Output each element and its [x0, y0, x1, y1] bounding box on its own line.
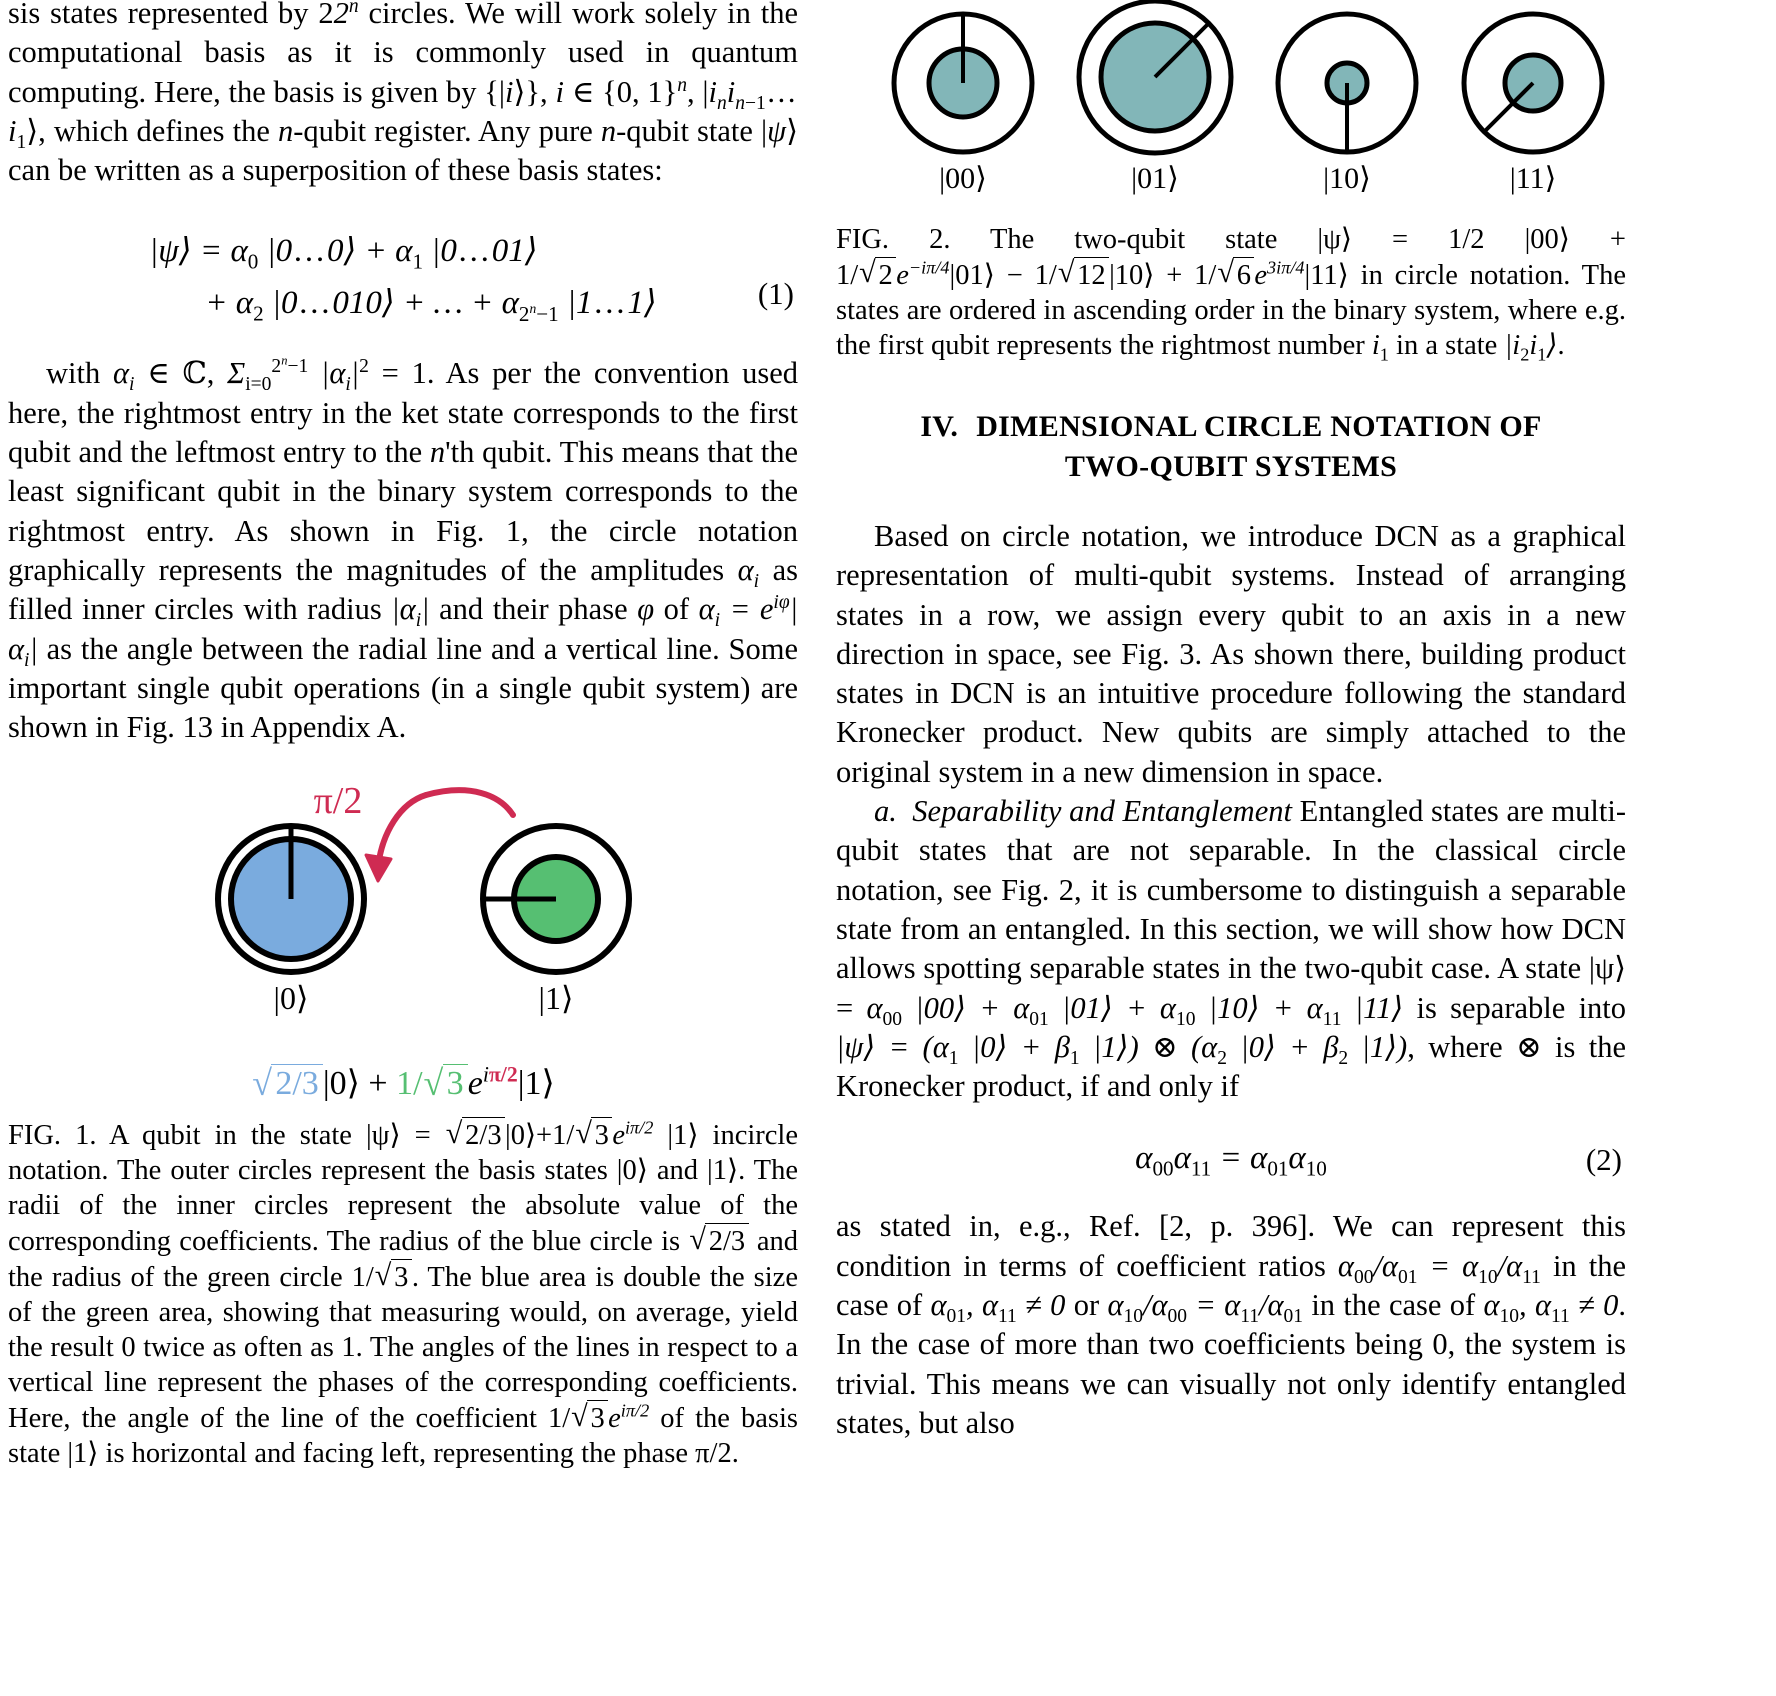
figure2-item-00: [888, 7, 1038, 196]
text-run: as filled inner circles with radius: [8, 552, 798, 627]
text-run: |0⟩+1/: [504, 1120, 575, 1152]
ket0-plus: |0⟩ +: [322, 1065, 397, 1103]
ratio-math-2: $\alpha_{10}/\alpha_{00} = \alpha_{11}/\alpha_{01}$: [1107, 1288, 1304, 1328]
equation-1-line-1: |ψ⟩ = $\alpha_0$ |0 … 0⟩ + $\alpha_1$ |0 … 01⟩: [149, 233, 538, 275]
text-run: sis states represented by 2: [8, 0, 334, 30]
figure2-item-10: [1272, 7, 1422, 196]
text-run: or: [1065, 1288, 1108, 1323]
text-run: and the radius of the green circle 1/: [8, 1226, 798, 1294]
circle-notation-ket1: [483, 826, 629, 972]
separable-form-math: |ψ⟩ = ($\alpha_1$ |0⟩ + $\beta_1$ |1⟩) ⊗ ($\alpha_2$ |0⟩ + $\beta_2$ |1⟩): [836, 1029, 1408, 1069]
left-column: [8, 0, 798, 1696]
paragraph-separability: [836, 792, 1626, 1106]
circle-notation-10-svg: [1272, 7, 1422, 159]
equation-2-body: $\alpha_{00}\alpha_{11} = \alpha_{01}\alpha_{10}$: [1135, 1140, 1327, 1182]
section-title-line-1: DIMENSIONAL CIRCLE NOTATION OF: [976, 410, 1542, 443]
phase-arrow-label: π/2: [313, 780, 363, 823]
arrow-arc: [426, 791, 513, 816]
text-run: -qubit register. Any pure: [293, 113, 601, 148]
figure-1-caption-label: FIG. 1.: [8, 1120, 97, 1152]
subsection-marker: a.: [874, 794, 897, 829]
section-title-line-2: TWO-QUBIT SYSTEMS: [1064, 450, 1398, 483]
ratio-math-1: $\alpha_{00}/\alpha_{01} = \alpha_{10}/\alpha_{11}$: [1337, 1248, 1541, 1288]
figure-1-svg: [8, 781, 798, 1051]
text-run: of: [654, 592, 699, 627]
text-run: in the case of: [1303, 1288, 1484, 1323]
text-run: circle notation. The outer circles represent the basis states |0⟩ and |1⟩. The radii of the inner circles represent the absolute value of the corresponding coefficients. The radius of the blue circle is: [8, 1120, 798, 1258]
figure-2-caption-math: 1/ √ 2 $e^{-i\pi/4}|01⟩ - 1/$ √ 12 |10⟩ + 1/ √ 6 $e^{3i\pi/4}|11⟩$: [836, 260, 1349, 291]
circle-notation-00-svg: [888, 7, 1038, 159]
text-run: ⟩, which defines the: [26, 113, 278, 148]
sum-expression: $\Sigma_{i=0}^{2^n-1}$ $|\alpha_i|^2$: [227, 353, 369, 396]
ratio-cond-1: $\alpha_{01}$, $\alpha_{11} \ne 0$: [930, 1288, 1066, 1328]
caption-sqrt-1: √ 2/3: [446, 1117, 505, 1153]
paragraph-dcn-intro: Based on circle notation, we introduce DCN as a graphical representation of multi-qubit systems. Instead of arranging states in a row, we assign every qubit to an axis in a new direction in space, see Fig. 3. As shown there, building product states in DCN is an intuitive procedure following the standard Kronecker product. New qubits are simply attached to the original system in a new dimension in space.: [836, 519, 1626, 789]
figure1-label-ket0: |0⟩: [273, 980, 309, 1017]
text-run: , |: [687, 74, 709, 109]
figure-1-caption: FIG. 1. A qubit in the state |ψ⟩ = √ 2/3 |0⟩+1/ √ 3 $e^{i\pi/2}$ |1⟩ incircle notation. The outer circles represent the basis states |0⟩ and |1⟩. The radii of the inner circles represent the absolute value of the corresponding coefficients. The radius of the blue circle is √ 2/3 and the radius of the green circle 1/ √ 3 . The blue area is double the size of the green area, showing that measuring would, on average, yield the result 0 twice as often as 1. The angles of the lines in respect to a vertical line represent the phases of the corresponding coefficients. Here, the angle of the line of the coefficient 1/ √ 3 $e^{i\pi/2}$ of the basis state |1⟩ is horizontal and facing left, representing the phase π/2.: [8, 1117, 798, 1471]
green-one-over: 1/: [396, 1065, 423, 1103]
text-run: . The blue area is double the size of the green area, showing that measuring would, on average, yield the result 0 twice as often as 1. The angles of the lines in respect to a vertical line represent the phases of the corresponding coefficients. Here, the angle of the line of the coefficient 1/: [8, 1262, 798, 1435]
arrow-arc-2: [378, 795, 426, 867]
text-run: ⟩ can be written as a superposition of these basis states:: [8, 113, 798, 188]
equation-1: [8, 230, 798, 327]
figure-2-caption-label: FIG. 2.: [836, 224, 951, 255]
text-run: and their phase: [429, 592, 638, 627]
text-run: of the basis state |1⟩ is horizontal and facing left, representing the phase: [8, 1403, 798, 1470]
text-run: . In the case of more than two coefficients being 0, the system is trivial. This means we can visually not only identify entangled states, but also: [836, 1288, 1626, 1440]
text-run: circles. We will work solely in the computational basis as it is commonly used in quantum computing. Here, the basis is given by {|: [8, 0, 798, 109]
equation-2-number: (2): [1585, 1142, 1622, 1178]
text-run: = 1. As per the convention used here, the rightmost entry in the ket state corresponds to the first qubit and the leftmost entry to the: [8, 356, 798, 470]
arrow-head: [366, 855, 391, 881]
figure2-label-10: |10⟩: [1323, 162, 1371, 195]
caption-exponent: iπ/2: [624, 1117, 654, 1138]
green-sqrt-term: √ 3: [424, 1064, 468, 1103]
text-run: is separable into: [1403, 990, 1627, 1025]
figure2-label-00: |00⟩: [939, 162, 987, 195]
ratio-cond-2: $\alpha_{10}$, $\alpha_{11} \ne 0$: [1483, 1288, 1619, 1328]
text-run: in the case of: [836, 1248, 1626, 1323]
exp-superscript: iπ/2: [482, 1063, 518, 1088]
text-run: Entangled states are multi-qubit states that are not separable. In the classical circle notation, see Fig. 2, it is cumbersome to distinguish a separable state from an entangled. In this section, we will show how DCN allows spotting separable states in the two-qubit case. A state |ψ⟩ =: [836, 794, 1627, 1025]
text-run: -qubit state |: [616, 113, 768, 148]
circle-notation-01-svg: [1074, 0, 1236, 159]
text-run: , where ⊗ is the Kronecker product, if and only if: [836, 1029, 1626, 1104]
exp-base: e: [467, 1065, 483, 1103]
paragraph-final: [836, 1207, 1626, 1443]
text-run: π/2.: [695, 1438, 739, 1470]
circle-notation-11-svg: [1458, 7, 1608, 159]
figure2-item-11: [1458, 7, 1608, 196]
text-run: as stated in, e.g., Ref. [2, p. 396]. We can represent this condition in terms of coefficient ratios: [836, 1209, 1626, 1283]
figure-2-caption: FIG. 2. The two-qubit state |ψ⟩ = 1/2 |00⟩ + 1/ √ 2 $e^{-i\pi/4}|01⟩ - 1/$ √ 12 |10⟩ + 1/ √ 6 $e^{3i\pi/4}|11⟩$ in circle notation. The states are ordered in ascending order in the binary system, where e.g. the first qubit represents the rightmost number $i_1$ in a state $|i_2i_1⟩$.: [836, 222, 1626, 363]
text-run: in circle notation. The states are ordered in ascending order in the binary system, where e.g. the first qubit represents the rightmost number: [836, 260, 1626, 361]
text-run: A qubit in the state |ψ⟩ =: [96, 1120, 445, 1152]
figure1-label-ket1: |1⟩: [538, 980, 574, 1017]
text-run: as the angle between the radial line and a vertical line. Some important single qubit operations (in a single qubit system) are shown in Fig. 13 in Appendix A.: [8, 631, 798, 745]
text-run: |1⟩ in: [653, 1120, 735, 1152]
blue-sqrt-term: √ 2/3: [252, 1064, 323, 1103]
text-run: in a state: [1388, 330, 1505, 361]
section-number: IV.: [920, 410, 959, 443]
section-heading-iv: [836, 407, 1626, 487]
text-run: with: [46, 356, 113, 391]
figure2-label-11: |11⟩: [1509, 162, 1557, 195]
figure-1-state-formula: [8, 1063, 798, 1103]
paragraph-convention: with $\alpha_i$ ∈ ℂ, $\Sigma_{i=0}^{2^n-1}$ $|\alpha_i|^2 = 1$. As per the convention used here, the rightmost entry in the ket state corresponds to the first qubit and the leftmost entry to the n'th qubit. This means that the least significant qubit in the binary system corresponds to the rightmost entry. As shown in Fig. 1, the circle notation graphically represents the magnitudes of the amplitudes $\alpha_i$ as filled inner circles with radius $|\alpha_i|$ and their phase φ of $\alpha_i = e^{i\varphi}|\alpha_i|$ as the angle between the radial line and a vertical line. Some important single qubit operations (in a single qubit system) are shown in Fig. 13 in Appendix A.: [8, 353, 798, 745]
text-run: 'th qubit. This means that the least significant qubit in the binary system corresponds to the rightmost entry. As shown in Fig. 1, the circle notation graphically represents the magnitudes of the amplitudes: [8, 435, 798, 587]
text-run: ∈ ℂ,: [134, 356, 228, 391]
figure2-item-01: [1074, 0, 1236, 196]
right-column: [836, 0, 1626, 1696]
equation-1-line-2: + $\alpha_2$ |0 … 010⟩ + … + $\alpha_{2^n-1}$ |1 … 1⟩: [205, 285, 657, 327]
figure2-label-01: |01⟩: [1131, 162, 1179, 195]
subsection-title: Separability and Entanglement: [912, 794, 1292, 829]
equation-1-number: (1): [757, 276, 794, 312]
equation-2: [836, 1140, 1626, 1182]
caption-sqrt-2: √ 3: [575, 1117, 612, 1153]
text-run: ⟩},: [513, 74, 548, 109]
caption-sqrt-5: √ 3: [571, 1400, 608, 1436]
caption-sqrt-3: √ 2/3: [689, 1223, 748, 1259]
caption-sqrt-4: √ 3: [375, 1259, 412, 1295]
figure-2-graphic: [836, 0, 1626, 196]
text-run: ∈ {0, 1}: [563, 74, 678, 109]
paragraph-continued: sis states represented by 22$^n$ circles. We will work solely in the computational basis as it is commonly used in quantum computing. Here, the basis is given by {|i⟩}, i ∈ {0, 1}$^n$, $|i_ni_{n-1}$ … $i_1⟩$, which defines the n-qubit register. Any pure n-qubit state |ψ⟩ can be written as a superposition of these basis states:: [8, 0, 798, 190]
circle-notation-ket0: [218, 826, 364, 972]
text-run: The two-qubit state |ψ⟩ = 1/2 |00⟩ +: [950, 224, 1626, 255]
figure-1-graphic: [8, 781, 798, 1051]
state-expansion-math: $\alpha_{00}$ |00⟩ + $\alpha_{01}$ |01⟩ + $\alpha_{10}$ |10⟩ + $\alpha_{11}$ |11⟩: [866, 990, 1404, 1030]
ket1: |1⟩: [517, 1065, 555, 1103]
